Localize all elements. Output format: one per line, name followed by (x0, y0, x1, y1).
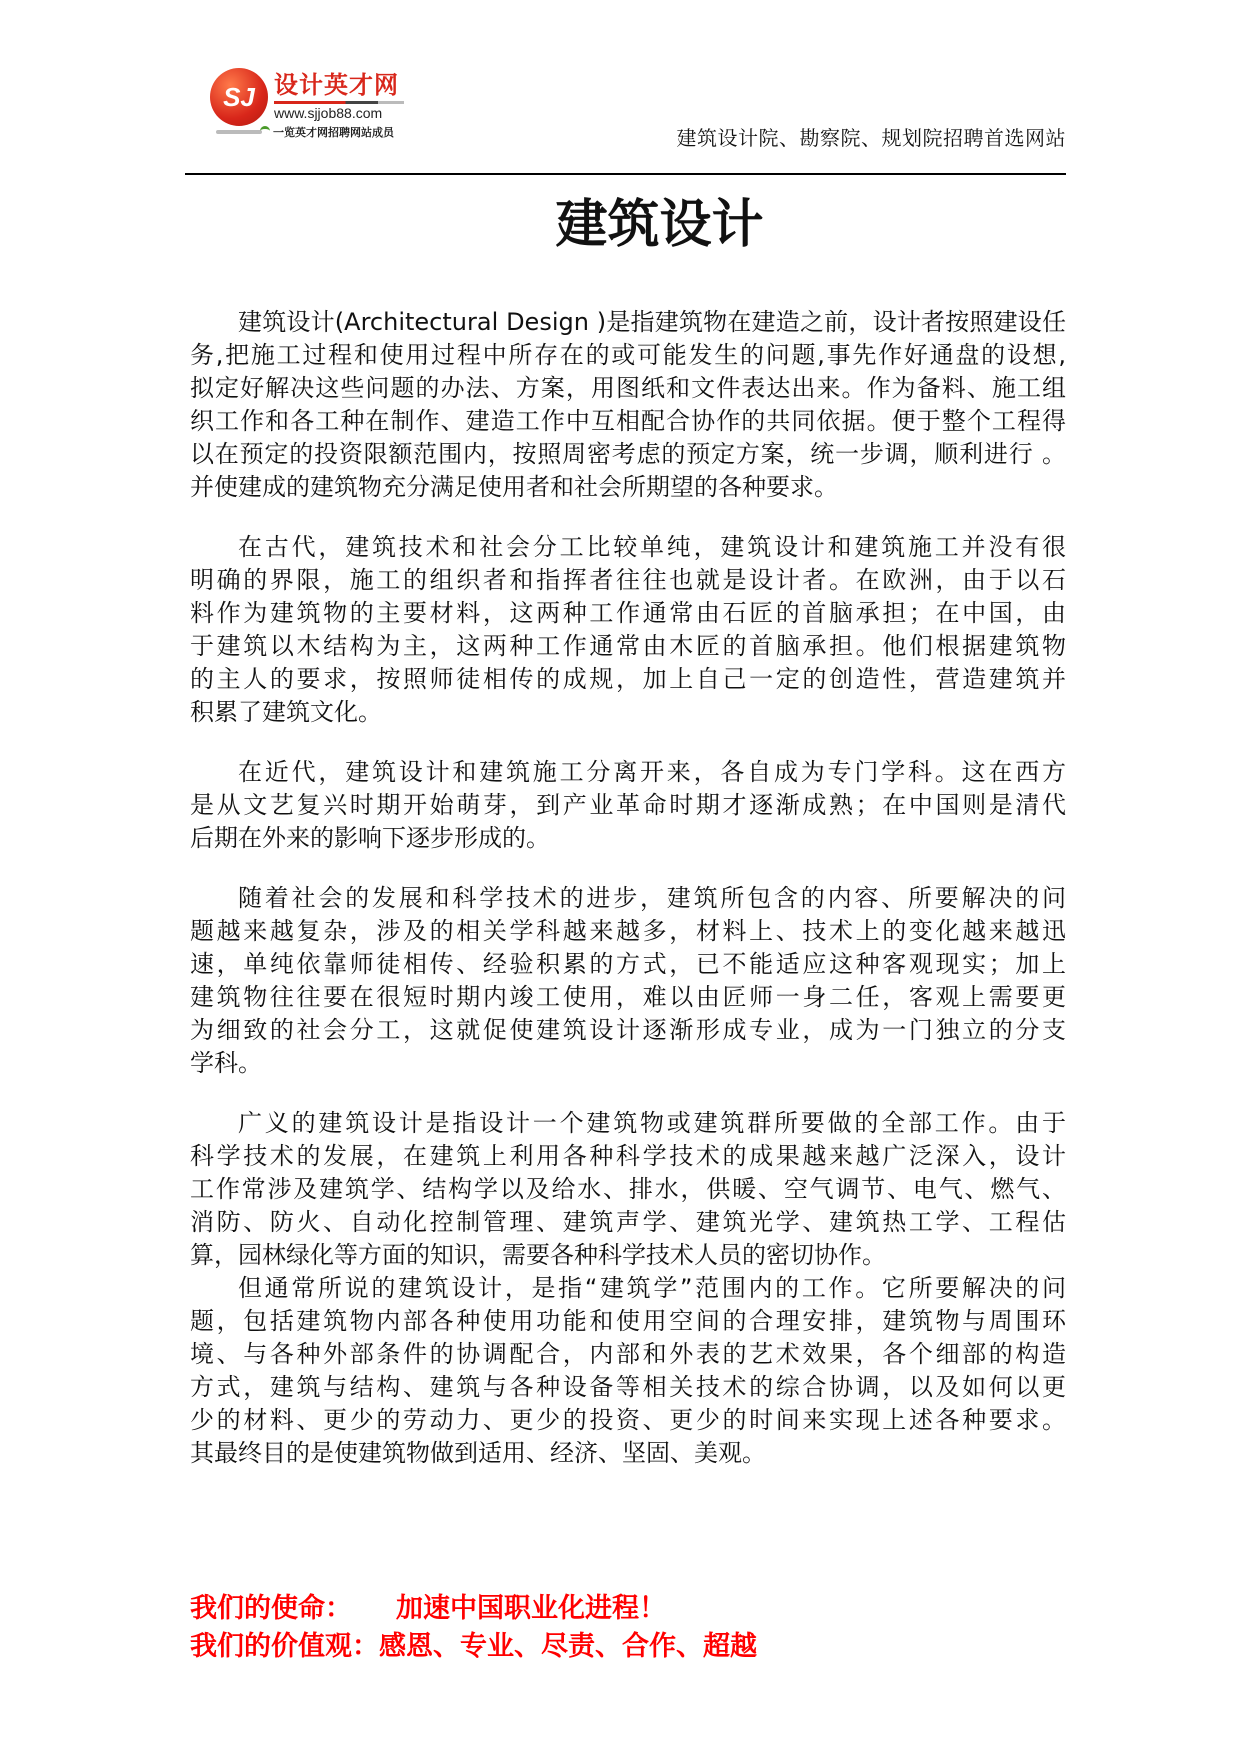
paragraph-line: 建筑设计(Architectural Design )是指建筑物在建造之前，设计者按照建设任 (238, 308, 1066, 336)
paragraph-line: 为细致的社会分工，这就促使建筑设计逐渐形成专业，成为一门独立的分支 (190, 1016, 1066, 1044)
paragraph-line: 拟定好解决这些问题的办法、方案，用图纸和文件表达出来。作为备料、施工组 (190, 374, 1066, 402)
footer-slogans (190, 1590, 757, 1666)
logo-mark: SJ (210, 68, 268, 126)
logo-slogan-text: 一览英才网招聘网站成员 (273, 126, 394, 139)
paragraph-line: 广义的建筑设计是指设计一个建筑物或建筑群所要做的全部工作。由于 (238, 1109, 1066, 1137)
header-divider (185, 173, 1066, 175)
paragraph-line: 速，单纯依靠师徒相传、经验积累的方式，已不能适应这种客观现实；加上 (190, 950, 1066, 978)
paragraph-line: 以在预定的投资限额范围内，按照周密考虑的预定方案，统一步调，顺利进行 。 (190, 440, 1066, 468)
paragraph (190, 1272, 1066, 1470)
paragraph-line: 料作为建筑物的主要材料，这两种工作通常由石匠的首脑承担；在中国，由 (190, 599, 1066, 627)
logo-name: 设计英才网 (274, 71, 399, 99)
paragraph-line: 其最终目的是使建筑物做到适用、经济、坚固、美观。 (190, 1439, 766, 1467)
paragraph-line: 务,把施工过程和使用过程中所存在的或可能发生的问题,事先作好通盘的设想, (190, 341, 1066, 369)
mission-value: 加速中国职业化进程！ (396, 1593, 666, 1624)
paragraph-line: 后期在外来的影响下逐步形成的。 (190, 824, 550, 852)
paragraph-line: 是从文艺复兴时期开始萌芽，到产业革命时期才逐渐成熟；在中国则是清代 (190, 791, 1066, 819)
document-body (190, 306, 1066, 1497)
mission-line (190, 1590, 757, 1628)
paragraph-line: 少的材料、更少的劳动力、更少的投资、更少的时间来实现上述各种要求。 (190, 1406, 1066, 1434)
paragraph-line: 题越来越复杂，涉及的相关学科越来越多，材料上、技术上的变化越来越迅 (190, 917, 1066, 945)
paragraph-line: 学科。 (190, 1049, 262, 1077)
leaf-icon (260, 126, 270, 136)
logo-shadow (216, 130, 262, 134)
paragraph-line: 明确的界限，施工的组织者和指挥者往往也就是设计者。在欧洲，由于以石 (190, 566, 1066, 594)
paragraph-line: 题，包括建筑物内部各种使用功能和使用空间的合理安排，建筑物与周围环 (190, 1307, 1066, 1335)
paragraph-line: 在近代，建筑设计和建筑施工分离开来，各自成为专门学科。这在西方 (238, 758, 1066, 786)
paragraph-line: 建筑物往往要在很短时期内竣工使用，难以由匠师一身二任，客观上需要更 (190, 983, 1066, 1011)
paragraph-line: 积累了建筑文化。 (190, 698, 382, 726)
paragraph-line: 算，园林绿化等方面的知识，需要各种科学技术人员的密切协作。 (190, 1241, 886, 1269)
paragraph-line: 随着社会的发展和科学技术的进步，建筑所包含的内容、所要解决的问 (238, 884, 1066, 912)
header-tagline: 建筑设计院、勘察院、规划院招聘首选网站 (676, 126, 1066, 150)
paragraph (190, 531, 1066, 729)
paragraph-line: 于建筑以木结构为主，这两种工作通常由木匠的首脑承担。他们根据建筑物 (190, 632, 1066, 660)
paragraph-line: 境、与各种外部条件的协调配合，内部和外表的艺术效果，各个细部的构造 (190, 1340, 1066, 1368)
values-line (190, 1628, 757, 1666)
site-logo[interactable] (208, 64, 448, 144)
paragraph-line: 在古代，建筑技术和社会分工比较单纯，建筑设计和建筑施工并没有很 (238, 533, 1066, 561)
logo-url: www.sjjob88.com (274, 105, 383, 121)
paragraph (190, 882, 1066, 1080)
paragraph-line: 的主人的要求，按照师徒相传的成规，加上自己一定的创造性，营造建筑并 (190, 665, 1066, 693)
paragraph-line: 消防、防火、自动化控制管理、建筑声学、建筑光学、建筑热工学、工程估 (190, 1208, 1066, 1236)
paragraph (190, 756, 1066, 855)
paragraph-line: 方式，建筑与结构、建筑与各种设备等相关技术的综合协调，以及如何以更 (190, 1373, 1066, 1401)
values-label: 我们的价值观： (190, 1631, 379, 1662)
paragraph-line: 工作常涉及建筑学、结构学以及给水、排水，供暖、空气调节、电气、燃气、 (190, 1175, 1066, 1203)
page-title: 建筑设计 (555, 195, 764, 255)
paragraph-line: 科学技术的发展，在建筑上利用各种科学技术的成果越来越广泛深入，设计 (190, 1142, 1066, 1170)
values-value: 感恩、专业、尽责、合作、超越 (379, 1631, 757, 1662)
logo-divider (274, 101, 404, 104)
paragraph-line: 并使建成的建筑物充分满足使用者和社会所期望的各种要求。 (190, 473, 838, 501)
paragraph (190, 306, 1066, 504)
logo-slogan (260, 124, 394, 140)
paragraph-line: 但通常所说的建筑设计，是指“建筑学”范围内的工作。它所要解决的问 (238, 1274, 1066, 1302)
paragraph-line: 织工作和各工种在制作、建造工作中互相配合协作的共同依据。便于整个工程得 (190, 407, 1066, 435)
paragraph (190, 1107, 1066, 1272)
mission-label: 我们的使命： (190, 1593, 352, 1624)
